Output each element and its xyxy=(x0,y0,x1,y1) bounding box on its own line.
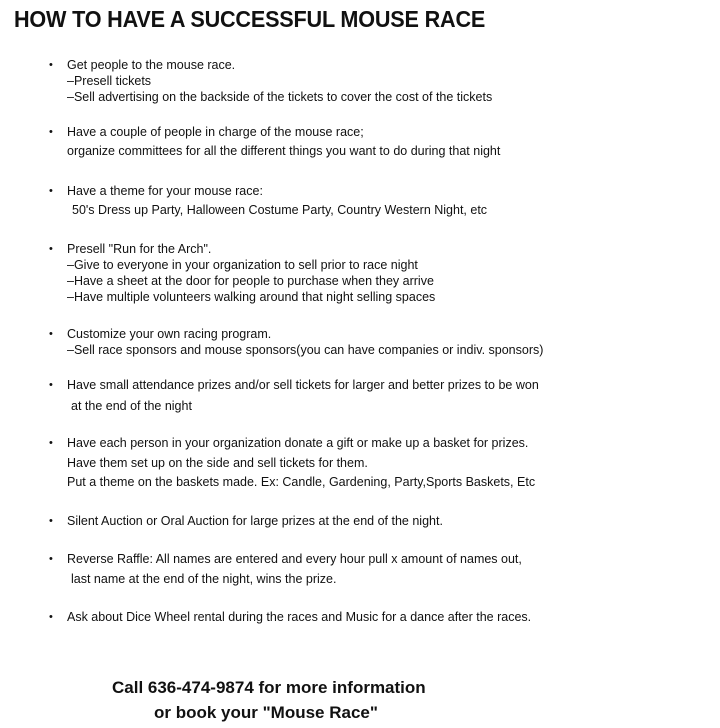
booking-line: or book your "Mouse Race" xyxy=(154,703,378,722)
bullet-text: Have them set up on the side and sell tickets for them. xyxy=(67,456,368,470)
bullet-text: Reverse Raffle: All names are entered and every hour pull x amount of names out, xyxy=(67,552,522,566)
bullet-text: Presell "Run for the Arch". xyxy=(67,242,212,256)
bullet-text: –Have multiple volunteers walking around that night selling spaces xyxy=(67,290,436,304)
bullet-text: Have each person in your organization donate a gift or make up a basket for prizes. xyxy=(67,436,529,450)
bullet-text: Silent Auction or Oral Auction for large prizes at the end of the night. xyxy=(67,514,443,528)
bullet-text: Customize your own racing program. xyxy=(67,327,272,341)
bullet-text: Ask about Dice Wheel rental during the races and Music for a dance after the races. xyxy=(67,610,532,624)
bullet-dot: • xyxy=(49,59,53,71)
bullet-dot: • xyxy=(49,437,53,449)
bullet-text: last name at the end of the night, wins the prize. xyxy=(71,572,337,586)
bullet-dot: • xyxy=(49,515,53,527)
bullet-text: Have a couple of people in charge of the mouse race; xyxy=(67,125,364,139)
bullet-dot: • xyxy=(49,328,53,340)
bullet-text: –Sell advertising on the backside of the tickets to cover the cost of the tickets xyxy=(67,90,493,104)
bullet-text: organize committees for all the different things you want to do during that night xyxy=(67,144,501,158)
bullet-dot: • xyxy=(49,553,53,565)
bullet-text: at the end of the night xyxy=(71,399,192,413)
bullet-text: –Give to everyone in your organization to sell prior to race night xyxy=(67,258,418,272)
bullet-dot: • xyxy=(49,126,53,138)
bullet-dot: • xyxy=(49,379,53,391)
bullet-text: Get people to the mouse race. xyxy=(67,58,236,72)
bullet-dot: • xyxy=(49,185,53,197)
bullet-dot: • xyxy=(49,611,53,623)
bullet-text: –Sell race sponsors and mouse sponsors(you can have companies or indiv. sponsors) xyxy=(67,343,544,357)
bullet-text: 50's Dress up Party, Halloween Costume Party, Country Western Night, etc xyxy=(72,203,488,217)
bullet-text: –Presell tickets xyxy=(67,74,152,88)
bullet-text: Put a theme on the baskets made. Ex: Candle, Gardening, Party,Sports Baskets, Etc xyxy=(67,475,536,489)
bullet-text: –Have a sheet at the door for people to purchase when they arrive xyxy=(67,274,434,288)
page-title: HOW TO HAVE A SUCCESSFUL MOUSE RACE xyxy=(14,6,486,32)
bullet-dot: • xyxy=(49,243,53,255)
contact-line: Call 636-474-9874 for more information xyxy=(112,678,426,697)
bullet-text: Have small attendance prizes and/or sell tickets for larger and better prizes to be won xyxy=(67,378,539,392)
bullet-text: Have a theme for your mouse race: xyxy=(67,184,263,198)
